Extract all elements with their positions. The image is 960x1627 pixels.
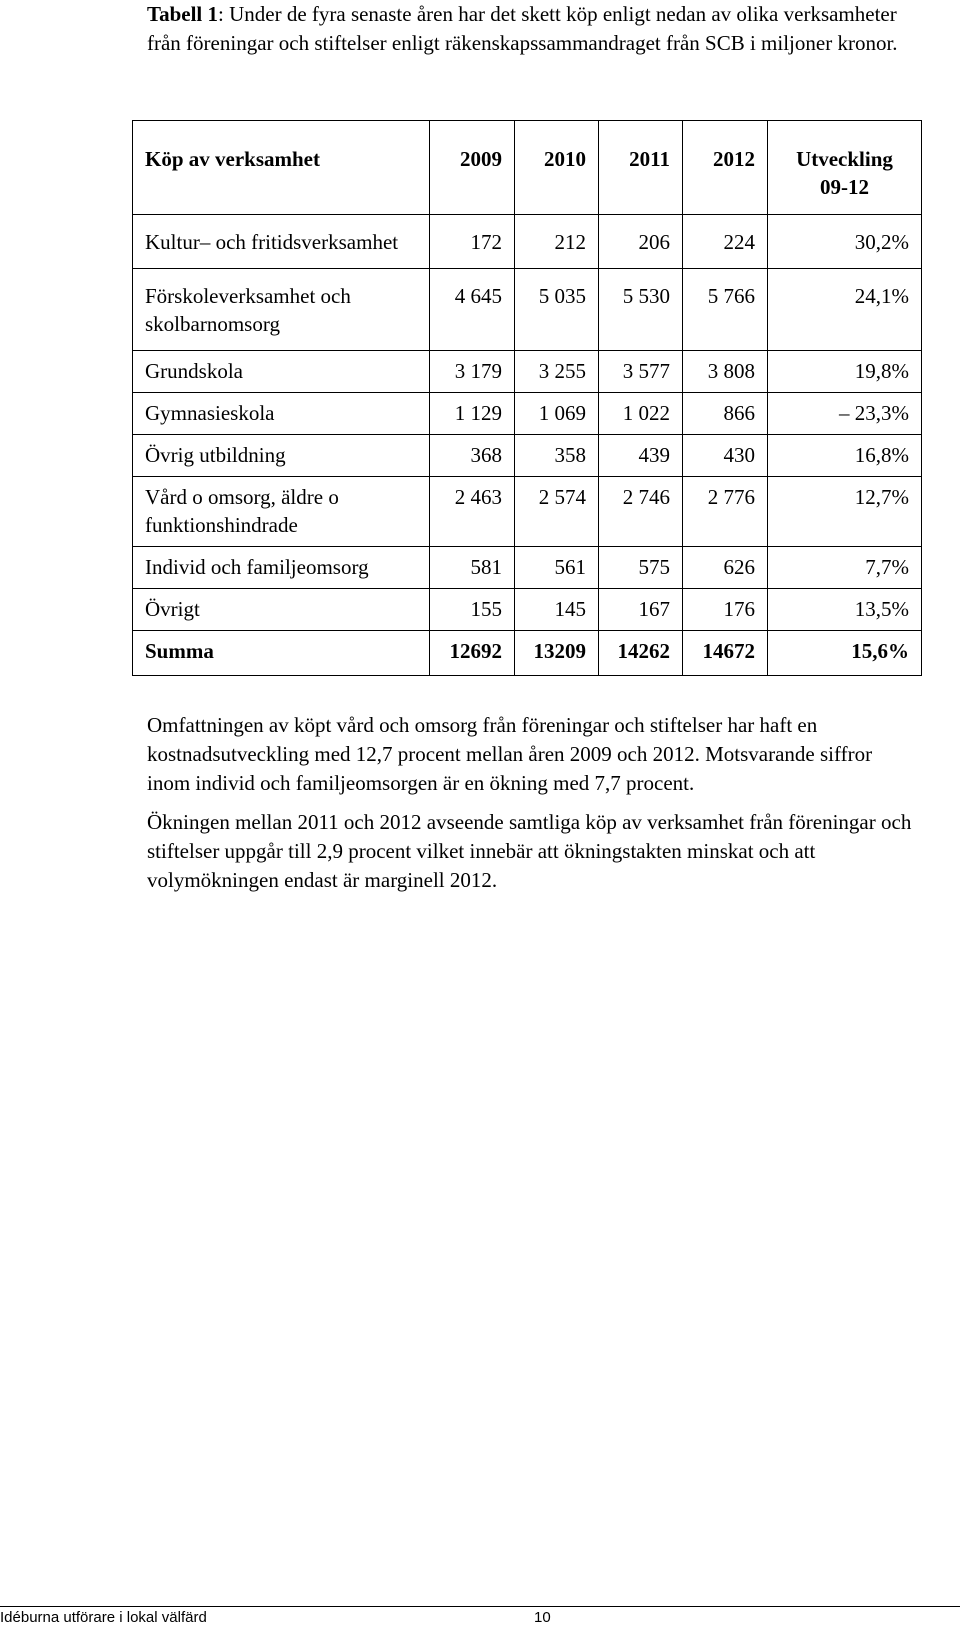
row-label: Övrig utbildning: [133, 435, 430, 477]
cell: 581: [430, 547, 515, 589]
cell: 1 022: [599, 393, 683, 435]
cell: 3 808: [683, 351, 768, 393]
cell: 206: [599, 215, 683, 269]
cell: 2 463: [430, 477, 515, 547]
cell: 167: [599, 589, 683, 631]
cell: 1 069: [515, 393, 599, 435]
cell: 3 179: [430, 351, 515, 393]
cell: 3 577: [599, 351, 683, 393]
header-cell: Köp av verksamhet: [133, 121, 430, 215]
header-cell: 2010: [515, 121, 599, 215]
cell: 14262: [599, 631, 683, 676]
cell: 561: [515, 547, 599, 589]
page-number: 10: [534, 1609, 551, 1626]
cell: 5 766: [683, 269, 768, 351]
row-label: Grundskola: [133, 351, 430, 393]
cell: 155: [430, 589, 515, 631]
table-row: [133, 351, 922, 393]
cell: 212: [515, 215, 599, 269]
table-row: [133, 477, 922, 547]
cell: 224: [683, 215, 768, 269]
cell: 2 746: [599, 477, 683, 547]
cell: 30,2%: [768, 215, 922, 269]
header-cell: Utveckling 09-12: [768, 121, 922, 215]
table-caption: [147, 0, 917, 58]
cell: 15,6%: [768, 631, 922, 676]
cell: 3 255: [515, 351, 599, 393]
row-label: Summa: [133, 631, 430, 676]
row-label: Kultur– och fritidsverksamhet: [133, 215, 430, 269]
table-sum-row: [133, 631, 922, 676]
table-header-row: [133, 121, 922, 215]
cell: 1 129: [430, 393, 515, 435]
row-label: Gymnasieskola: [133, 393, 430, 435]
cell: 12,7%: [768, 477, 922, 547]
header-cell: 2011: [599, 121, 683, 215]
cell: 19,8%: [768, 351, 922, 393]
page-footer: [0, 1605, 960, 1627]
cell: 430: [683, 435, 768, 477]
row-label: Individ och familjeomsorg: [133, 547, 430, 589]
cell: 24,1%: [768, 269, 922, 351]
cell: 13,5%: [768, 589, 922, 631]
row-label: Vård o omsorg, äldre o funktionshindrade: [133, 477, 430, 547]
cell: 866: [683, 393, 768, 435]
cell: 358: [515, 435, 599, 477]
table-row: [133, 215, 922, 269]
cell: – 23,3%: [768, 393, 922, 435]
header-cell: 2009: [430, 121, 515, 215]
header-cell: 2012: [683, 121, 768, 215]
cell: 12692: [430, 631, 515, 676]
caption-text: : Under de fyra senaste åren har det skett köp enligt nedan av olika verksamheter från föreningar och stiftelser enligt räkenskapssammandraget från SCB i miljoner kronor.: [147, 2, 898, 55]
body-paragraph: Ökningen mellan 2011 och 2012 avseende samtliga köp av verksamhet från föreningar och stiftelser uppgår till 2,9 procent vilket innebär att ökningstakten minskat och att volymökningen endast är marginell 2012.: [147, 810, 912, 892]
caption-label: Tabell 1: [147, 2, 218, 26]
purchase-table: [132, 120, 922, 676]
table-row: [133, 589, 922, 631]
cell: 2 776: [683, 477, 768, 547]
table-row: [133, 435, 922, 477]
cell: 16,8%: [768, 435, 922, 477]
cell: 172: [430, 215, 515, 269]
cell: 2 574: [515, 477, 599, 547]
cell: 5 035: [515, 269, 599, 351]
cell: 176: [683, 589, 768, 631]
body-paragraph: Omfattningen av köpt vård och omsorg från föreningar och stiftelser har haft en kostnadsutveckling med 12,7 procent mellan åren 2009 och 2012. Motsvarande siffror inom individ och familjeomsorgen är en ökning med 7,7 procent.: [147, 713, 873, 795]
table-row: [133, 393, 922, 435]
cell: 145: [515, 589, 599, 631]
table-row: [133, 269, 922, 351]
cell: 439: [599, 435, 683, 477]
table-row: [133, 547, 922, 589]
footer-rule: [0, 1606, 960, 1607]
cell: 626: [683, 547, 768, 589]
footer-title: Idéburna utförare i lokal välfärd: [0, 1609, 207, 1626]
row-label: Övrigt: [133, 589, 430, 631]
cell: 14672: [683, 631, 768, 676]
cell: 575: [599, 547, 683, 589]
cell: 13209: [515, 631, 599, 676]
row-label: Förskoleverksamhet och skolbarnomsorg: [133, 269, 430, 351]
cell: 368: [430, 435, 515, 477]
cell: 5 530: [599, 269, 683, 351]
cell: 4 645: [430, 269, 515, 351]
cell: 7,7%: [768, 547, 922, 589]
